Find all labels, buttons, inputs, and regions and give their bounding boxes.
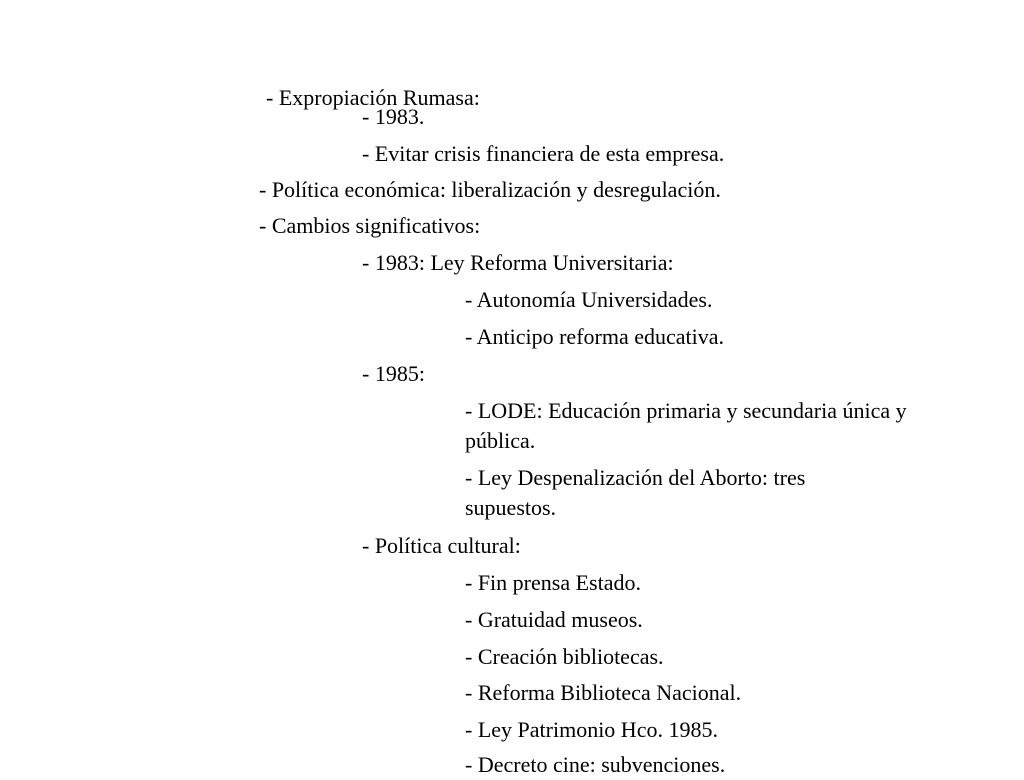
list-item: - Política cultural: (362, 533, 521, 558)
list-item: - Ley Despenalización del Aborto: tres supuestos. (465, 465, 806, 520)
heading-line: - Expropiación Rumasa: (266, 85, 480, 110)
list-item: - Gratuidad museos. (465, 607, 643, 632)
list-item: - Ley Patrimonio Hco. 1985. (465, 717, 718, 742)
list-item: - Decreto cine: subvenciones. (465, 752, 726, 777)
list-item: - 1983: Ley Reforma Universitaria: (362, 250, 674, 275)
list-item: - Reforma Biblioteca Nacional. (465, 680, 742, 705)
list-item: - Cambios significativos: (259, 213, 481, 238)
list-item: - 1983. (362, 104, 425, 129)
list-item: - LODE: Educación primaria y secundaria única y pública. (465, 398, 907, 453)
list-item: - Autonomía Universidades. (465, 287, 713, 312)
list-item: - Fin prensa Estado. (465, 570, 641, 595)
list-item: - Política económica: liberalización y desregulación. (259, 177, 721, 202)
list-item: - 1985: (362, 361, 425, 386)
list-item: - Creación bibliotecas. (465, 644, 664, 669)
list-item: - Anticipo reforma educativa. (465, 324, 725, 349)
list-item: - Evitar crisis financiera de esta empresa. (362, 141, 725, 166)
